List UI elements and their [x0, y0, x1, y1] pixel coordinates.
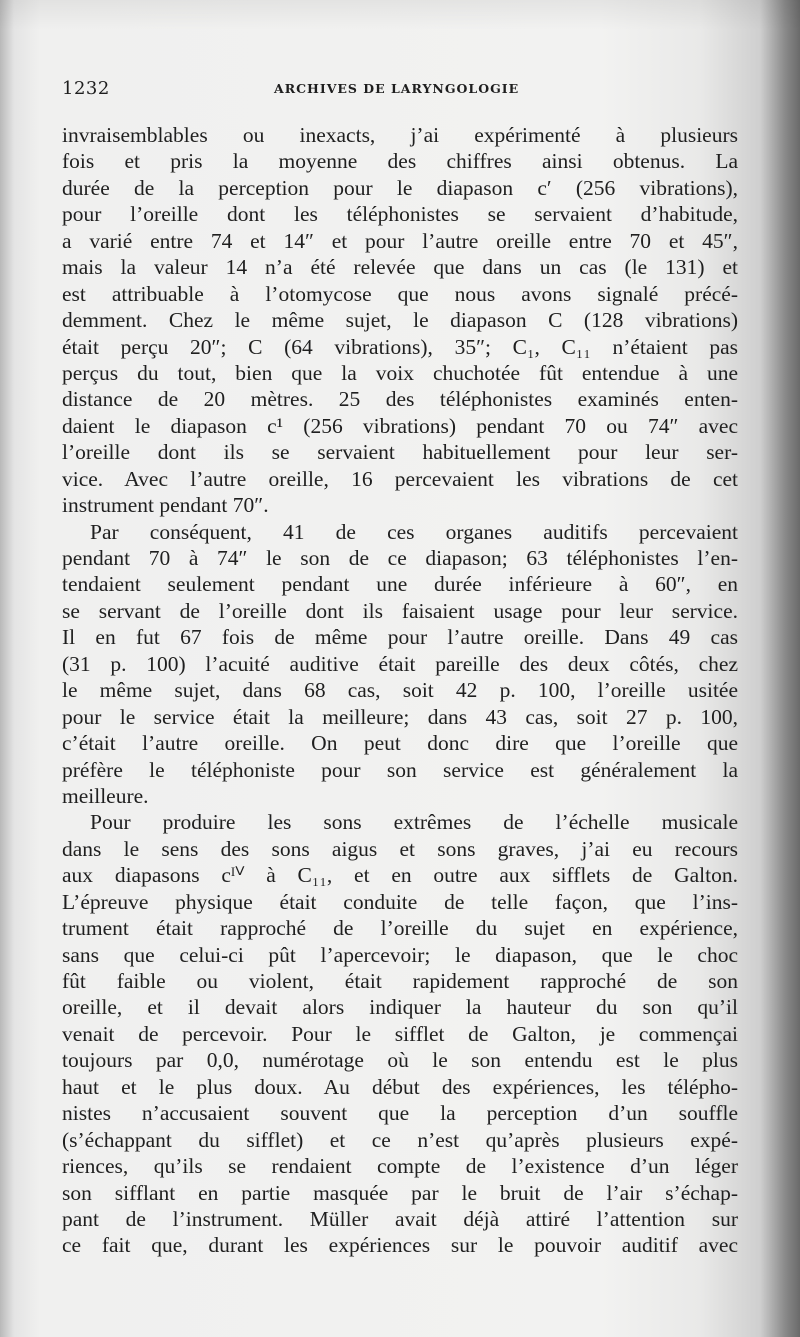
page-header	[62, 78, 736, 102]
text-line: l’oreille dont ils se servaient habituellement pour leur ser-	[62, 440, 738, 465]
page-shadow	[0, 0, 800, 30]
text-line: haut et le plus doux. Au début des expériences, les télépho-	[62, 1074, 738, 1099]
text-line: aux diapasons cᴵⱽ à C₁₁, et en outre aux sifflets de Galton.	[62, 863, 738, 888]
text-line: demment. Chez le même sujet, le diapason C (128 vibrations)	[62, 308, 738, 333]
text-line: instrument pendant 70″.	[62, 493, 269, 518]
text-line: Il en fut 67 fois de même pour l’autre oreille. Dans 49 cas	[62, 625, 738, 650]
running-head: ARCHIVES DE LARYNGOLOGIE	[274, 81, 520, 96]
body-text	[62, 122, 738, 1259]
text-line: daient le diapason c¹ (256 vibrations) pendant 70 ou 74″ avec	[62, 413, 738, 438]
text-line: meilleure.	[62, 783, 149, 808]
text-line: durée de la perception pour le diapason c′ (256 vibrations),	[62, 175, 738, 200]
text-line: c’était l’autre oreille. On peut donc dire que l’oreille que	[62, 731, 738, 756]
page-number: 1232	[62, 78, 110, 99]
text-line: perçus du tout, bien que la voix chuchotée fût entendue à une	[62, 360, 738, 385]
text-line: pour le service était la meilleure; dans 43 cas, soit 27 p. 100,	[62, 704, 738, 729]
text-line: trument était rapproché de l’oreille du sujet en expérience,	[62, 916, 738, 941]
text-line: nistes n’accusaient souvent que la perception d’un souffle	[62, 1101, 738, 1126]
text-line: vice. Avec l’autre oreille, 16 percevaient les vibrations de cet	[62, 466, 738, 491]
text-line: a varié entre 74 et 14″ et pour l’autre oreille entre 70 et 45″,	[62, 228, 738, 253]
text-line: oreille, et il devait alors indiquer la hauteur du son qu’il	[62, 995, 738, 1020]
text-line: mais la valeur 14 n’a été relevée que dans un cas (le 131) et	[62, 255, 738, 280]
text-line: fût faible ou violent, était rapidement rapproché de son	[62, 969, 738, 993]
text-line: sans que celui-ci pût l’apercevoir; le diapason, que le choc	[62, 942, 738, 967]
text-line: était perçu 20″; C (64 vibrations), 35″; C₁, C₁₁ n’étaient pas	[62, 334, 738, 359]
text-line: se servant de l’oreille dont ils faisaient usage pour leur service.	[62, 598, 738, 623]
text-line: ce fait que, durant les expériences sur le pouvoir auditif avec	[62, 1233, 738, 1258]
text-line: pendant 70 à 74″ le son de ce diapason; 63 téléphonistes l’en-	[62, 546, 738, 570]
text-line: invraisemblables ou inexacts, j’ai expérimenté à plusieurs	[62, 123, 738, 147]
text-line: préfère le téléphoniste pour son service est généralement la	[62, 757, 738, 782]
text-line: pant de l’instrument. Müller avait déjà attiré l’attention sur	[62, 1206, 738, 1231]
text-line: tendaient seulement pendant une durée inférieure à 60″, en	[62, 572, 738, 597]
text-line: (s’échappant du sifflet) et ce n’est qu’après plusieurs expé-	[62, 1127, 738, 1152]
text-line: riences, qu’ils se rendaient compte de l’existence d’un léger	[62, 1154, 738, 1179]
text-line: L’épreuve physique était conduite de telle façon, que l’ins-	[62, 889, 738, 914]
text-line: le même sujet, dans 68 cas, soit 42 p. 100, l’oreille usitée	[62, 678, 738, 703]
text-line: est attribuable à l’otomycose que nous avons signalé précé-	[62, 281, 738, 306]
text-line: son sifflant en partie masquée par le bruit de l’air s’échap-	[62, 1180, 738, 1205]
text-line: Pour produire les sons extrêmes de l’échelle musicale	[90, 810, 738, 835]
text-line: dans le sens des sons aigus et sons graves, j’ai eu recours	[62, 836, 738, 861]
text-line: (31 p. 100) l’acuité auditive était pareille des deux côtés, chez	[62, 651, 738, 676]
text-line: Par conséquent, 41 de ces organes auditifs percevaient	[90, 519, 738, 544]
text-line: toujours par 0,0, numérotage où le son entendu est le plus	[62, 1048, 738, 1073]
text-line: fois et pris la moyenne des chiffres ainsi obtenus. La	[62, 149, 738, 174]
text-line: venait de percevoir. Pour le sifflet de Galton, je commençai	[62, 1021, 738, 1046]
text-line: distance de 20 mètres. 25 des téléphonistes examinés enten-	[62, 387, 738, 412]
text-line: pour l’oreille dont les téléphonistes se servaient d’habitude,	[62, 202, 738, 227]
